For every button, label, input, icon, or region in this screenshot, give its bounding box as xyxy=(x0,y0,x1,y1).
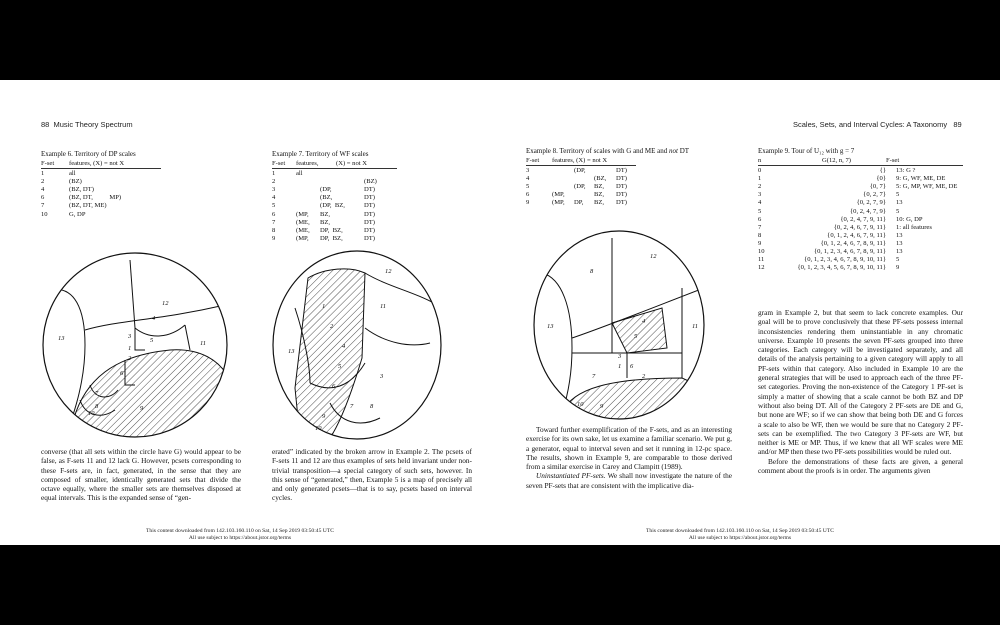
table-cell: 12 xyxy=(758,264,765,272)
table-row xyxy=(272,235,397,243)
table-cell: G, DP xyxy=(69,210,86,218)
table-cell: {0, 1, 2, 3, 4, 6, 7, 8, 9, 11} xyxy=(813,248,886,256)
table-cell: {0, 2, 7} xyxy=(863,191,886,199)
region-label: 13 xyxy=(547,323,554,330)
hatched-region xyxy=(295,269,365,438)
table-cell: 2 xyxy=(758,183,762,191)
region-label: 3 xyxy=(380,373,384,380)
region-label: 4 xyxy=(152,315,156,322)
caption-text: Example 8. Territory of scales with G and ME and xyxy=(526,147,670,155)
table-row xyxy=(41,186,161,194)
table-cell: DT) xyxy=(616,183,627,191)
table-cell: 2 xyxy=(272,178,276,186)
table-cell: {} xyxy=(879,167,886,175)
example-7-diagram xyxy=(270,248,445,443)
region-label: 6 xyxy=(120,370,124,377)
table-row xyxy=(272,211,397,219)
table-cell: 8 xyxy=(272,226,276,234)
region-label: 8 xyxy=(95,403,99,410)
example-7-caption: Example 7. Territory of WF scales xyxy=(272,150,369,158)
region-label: 13 xyxy=(58,335,65,342)
table-cell: DT) xyxy=(616,175,627,183)
col-header: G(12, n, 7) xyxy=(822,157,851,164)
region-label: 11 xyxy=(200,340,207,347)
table-cell: 6 xyxy=(272,210,276,218)
table-row xyxy=(758,183,963,191)
table-cell: {0, 1, 2, 4, 6, 7, 8, 9, 11} xyxy=(820,239,886,247)
table-row xyxy=(758,216,963,224)
table-cell: 5 xyxy=(272,202,276,210)
table-cell: 5 xyxy=(896,256,900,264)
table-cell: 13: G ? xyxy=(896,167,916,175)
example-7-table xyxy=(272,160,397,243)
example-9-table xyxy=(758,157,963,272)
table-cell: {0, 1, 2, 3, 4, 5, 6, 7, 8, 9, 10, 11} xyxy=(797,264,886,272)
table-cell: all xyxy=(296,170,303,178)
jstor-terms-note: All use subject to https://about.jstor.org/terms xyxy=(188,535,292,541)
region-label: 9 xyxy=(140,405,144,412)
table-row xyxy=(758,224,963,232)
table-cell: BZ, xyxy=(594,199,605,207)
region-label: 5 xyxy=(338,363,342,370)
region-label: 13 xyxy=(288,348,295,355)
region-label: 7 xyxy=(592,373,596,380)
table-cell: DT) xyxy=(364,218,375,226)
table-cell: 13 xyxy=(896,199,903,207)
table-row xyxy=(758,199,963,207)
col-header: features, (X) = not X xyxy=(552,157,608,164)
table-row xyxy=(272,219,397,227)
section-heading: Uninstantiated PF-sets. xyxy=(536,471,606,481)
right-running-title: Scales, Sets, and Interval Cycles: A Taxonomy xyxy=(793,120,948,129)
col-header: F-set xyxy=(526,157,540,164)
table-cell: (DP, xyxy=(574,167,586,175)
table-cell: 3 xyxy=(758,191,762,199)
region-label: 3 xyxy=(618,353,622,360)
table-row xyxy=(41,170,161,178)
table-row xyxy=(526,183,636,191)
col-header: F-set xyxy=(41,160,55,167)
table-cell: (ME, xyxy=(296,226,310,234)
table-cell: {0, 2, 4, 7, 9, 11} xyxy=(840,215,886,223)
paragraph: Before the demonstrations of these facts are given, a general comment about the proofs is in order. The arguments given xyxy=(758,456,963,476)
table-cell: DP, BZ, xyxy=(320,226,343,234)
region-label: 2 xyxy=(642,373,646,380)
region-label: 7 xyxy=(350,403,354,410)
right-page-number: 89 xyxy=(953,120,962,129)
paragraph xyxy=(526,471,732,490)
table-cell: {0, 2, 7, 9} xyxy=(856,199,886,207)
table-row xyxy=(758,248,963,256)
region-label: 10 xyxy=(577,401,584,408)
table-cell: 7 xyxy=(758,223,762,231)
table-cell: (MP, xyxy=(296,234,309,242)
table-cell: DT) xyxy=(616,191,627,199)
table-header xyxy=(526,157,636,166)
region-label: 12 xyxy=(385,268,392,275)
table-cell: DT) xyxy=(364,210,375,218)
table-cell: 3 xyxy=(272,186,276,194)
table-cell: 13 xyxy=(896,231,903,239)
left-text-column-2: erated” indicated by the broken arrow in Example 2. The pcsets of F-sets 11 and 12 are thus examples of sets held invariant under non-trivial transposition—a special category of such sets, however. In this sense of “generated,” then, Example 5 is a map of precisely all and only generated pcsets—that is to say, pcsets based on interval cycles. xyxy=(272,447,472,503)
table-cell: {0, 2, 4, 6, 7, 9, 11} xyxy=(833,223,886,231)
table-row xyxy=(41,194,161,202)
table-cell: 2 xyxy=(41,178,45,186)
table-cell: BZ, xyxy=(320,210,331,218)
table-row xyxy=(526,191,636,199)
table-cell: all xyxy=(69,170,76,178)
region-label: 5 xyxy=(150,337,154,344)
col-header: F-set xyxy=(272,160,286,167)
right-footer xyxy=(610,528,870,542)
region-label: 1 xyxy=(128,345,132,352)
example-8-caption xyxy=(526,147,689,155)
region-label: 2 xyxy=(330,323,334,330)
table-cell: (MP, xyxy=(552,199,565,207)
region-label: 9 xyxy=(600,403,604,410)
region-label: 5 xyxy=(634,333,638,340)
table-cell: (BZ) xyxy=(69,178,82,186)
table-row xyxy=(758,264,963,272)
right-text-column-2 xyxy=(758,308,963,475)
table-cell: (BZ, DT, ME) xyxy=(69,202,107,210)
table-cell: 8 xyxy=(758,231,762,239)
table-cell: 4 xyxy=(758,199,762,207)
left-page-number: 88 xyxy=(41,120,50,129)
table-cell: BZ, xyxy=(320,218,331,226)
table-cell: DT) xyxy=(364,234,375,242)
table-cell: 7 xyxy=(41,202,45,210)
table-cell: 5 xyxy=(896,191,900,199)
table-cell: DT) xyxy=(364,202,375,210)
table-cell: (BZ, DT) xyxy=(69,186,94,194)
region-boundary xyxy=(135,325,185,336)
table-cell: DT) xyxy=(616,199,627,207)
table-row xyxy=(758,191,963,199)
table-cell: 9 xyxy=(526,199,530,207)
table-row xyxy=(758,256,963,264)
left-running-title: Music Theory Spectrum xyxy=(53,120,133,129)
col-header: n xyxy=(758,157,762,164)
table-cell: (BZ) xyxy=(364,178,377,186)
table-cell: BZ, xyxy=(594,191,605,199)
col-header: (X) = not X xyxy=(336,160,368,167)
table-cell: 4 xyxy=(526,175,530,183)
table-cell: BZ, xyxy=(594,183,605,191)
table-cell: 10 xyxy=(758,248,765,256)
table-row xyxy=(526,167,636,175)
table-header xyxy=(272,160,397,169)
region-label: 6 xyxy=(630,363,634,370)
example-9-caption: Example 9. Tour of U₁₂ with g = 7 xyxy=(758,147,855,155)
table-cell: 10: G, DP xyxy=(896,215,923,223)
table-cell: 5: G, MP, WF, ME, DE xyxy=(896,183,958,191)
table-row xyxy=(526,175,636,183)
table-cell: (BZ, xyxy=(320,194,333,202)
region-label: 4 xyxy=(642,318,646,325)
table-row xyxy=(272,178,397,186)
table-cell: 6 xyxy=(526,191,530,199)
paragraph: gram in Example 2, but that seem to lack concrete examples. Our goal will be to prove conclusively that these PF-sets possess internal inconsistencies rendering them uninstantiable in any chromatic universe. Example 10 presents the seven PF-sets grouped into three categories. Each category will be investigated separately, and all details of the analysis pertaining to a given category will apply to all PF-sets within that category. Also included in Example 10 are the general strategies that will be used to approach each of the three PF-set categories. Proving the non-existence of the Category 1 PF-set is simply a matter of showing that a scale cannot be both BZ and DP without also being DT. All of the Category 2 PF-sets are DE and G, but none are WF; so if we can show that being both DE and G forces a scale to also be WF, then we would be sure that no Category 2 PF-sets can be exemplified. The two Category 3 PF-sets are WF, but neither is ME or MP. Thus, if we knew that all WF scales were ME and/or MP then these two PF-sets possibilities would be ruled out. xyxy=(758,308,963,457)
table-row xyxy=(272,202,397,210)
table-header xyxy=(41,160,161,169)
left-footer xyxy=(110,528,370,542)
table-cell: (ME, xyxy=(296,218,310,226)
table-cell: (MP, xyxy=(296,210,309,218)
region-label: 7 xyxy=(95,390,99,397)
table-cell: 5 xyxy=(526,183,530,191)
example-8-table xyxy=(526,157,636,208)
table-cell: 1 xyxy=(758,175,762,183)
table-cell: (BZ, xyxy=(594,175,607,183)
table-row xyxy=(758,240,963,248)
region-label: 10 xyxy=(88,410,95,417)
hatched-region xyxy=(70,350,230,440)
table-cell: {0, 2, 4, 7, 9} xyxy=(849,207,886,215)
table-row xyxy=(758,232,963,240)
table-cell: {0} xyxy=(876,175,886,183)
region-label: 2 xyxy=(128,355,132,362)
caption-italic: not xyxy=(669,147,678,155)
left-page xyxy=(0,80,500,545)
table-cell: 7 xyxy=(272,218,276,226)
table-cell: 3 xyxy=(526,167,530,175)
table-cell: DT) xyxy=(364,194,375,202)
table-cell: (DP, xyxy=(320,186,332,194)
col-header: F-set xyxy=(886,157,900,164)
table-cell: 13 xyxy=(896,248,903,256)
table-cell: 13 xyxy=(896,239,903,247)
table-row xyxy=(41,202,161,210)
paragraph: Toward further exemplification of the F-sets, and as an interesting exercise for its own sake, let us examine a familiar scenario. We put g, a generator, equal to interval seven and set it running in 12-pc space. The results, shown in Example 9, are comparable to those derived from a similar exercise in Carey and Clampitt (1989). xyxy=(526,425,732,472)
table-cell: {0, 7} xyxy=(869,183,886,191)
table-cell: DP, xyxy=(574,199,584,207)
table-cell: DT) xyxy=(364,186,375,194)
example-6-table xyxy=(41,160,161,219)
region-label: 11 xyxy=(380,303,387,310)
table-row xyxy=(272,194,397,202)
region-label: 12 xyxy=(650,253,657,260)
table-cell: 11 xyxy=(758,256,765,264)
example-6-caption: Example 6. Territory of DP scales xyxy=(41,150,136,158)
table-row xyxy=(758,167,963,175)
table-row xyxy=(272,186,397,194)
table-row xyxy=(41,178,161,186)
table-cell: (MP, xyxy=(552,191,565,199)
region-label: 3 xyxy=(128,333,132,340)
table-cell: DT) xyxy=(616,167,627,175)
paragraph-text: We shall now investigate the nature of the seven PF-sets that are consistent with the implicative dia- xyxy=(526,471,732,490)
table-row xyxy=(758,175,963,183)
region-label: 1 xyxy=(618,363,622,370)
right-page xyxy=(500,80,1000,545)
table-cell: 9 xyxy=(272,234,276,242)
region-label: 6 xyxy=(332,383,336,390)
table-cell: 1 xyxy=(272,170,276,178)
region-label: 4 xyxy=(342,343,346,350)
caption-text: DT xyxy=(678,147,690,155)
left-text-column-1: converse (that all sets within the circle have G) would appear to be false, as F-sets 11 and 12 lack G. However, pcsets corresponding to these F-sets are, in fact, generated, in the sense that they are composed of smaller, identically generated sets that divide the octave equally, where the smaller sets are themselves disposed at equal intervals. This is the expanded sense of “gen- xyxy=(41,447,241,503)
table-row xyxy=(526,199,636,207)
table-cell: 5 xyxy=(896,207,900,215)
table-cell: 1 xyxy=(41,170,45,178)
jstor-terms-note: All use subject to https://about.jstor.org/terms xyxy=(688,535,792,541)
region-label: 9 xyxy=(322,413,326,420)
table-cell: 6 xyxy=(41,194,45,202)
table-header xyxy=(758,157,963,166)
table-cell: DT) xyxy=(364,226,375,234)
table-row xyxy=(272,227,397,235)
region-label: 12 xyxy=(162,300,169,307)
col-header: features, xyxy=(296,160,319,167)
table-row xyxy=(758,208,963,216)
region-boundary xyxy=(130,260,135,328)
region-label: 11 xyxy=(692,323,699,330)
table-cell: 4 xyxy=(272,194,276,202)
region-boundary xyxy=(365,273,442,308)
table-cell: 9 xyxy=(758,239,762,247)
region-boundary xyxy=(542,273,572,413)
table-cell: 4 xyxy=(41,186,45,194)
region-boundary xyxy=(185,325,190,350)
right-running-head xyxy=(793,120,962,129)
example-6-diagram xyxy=(40,250,230,440)
table-cell: 6 xyxy=(758,215,762,223)
table-cell: 1: all features xyxy=(896,223,932,231)
region-label: 1 xyxy=(322,303,326,310)
region-label: 8 xyxy=(590,268,594,275)
region-label: 10 xyxy=(315,425,322,432)
table-cell: (DP, xyxy=(574,183,586,191)
example-8-diagram xyxy=(532,228,707,423)
jstor-download-note: This content downloaded from 142.103.160.110 on Sat, 14 Sep 2019 03:50:45 UTC xyxy=(146,528,334,534)
table-row xyxy=(272,170,397,178)
table-cell: {0, 1, 2, 4, 6, 7, 9, 11} xyxy=(827,231,886,239)
table-cell: 9 xyxy=(896,264,900,272)
right-text-column-1 xyxy=(526,425,732,490)
jstor-download-note: This content downloaded from 142.103.160.110 on Sat, 14 Sep 2019 03:50:45 UTC xyxy=(646,528,834,534)
scanned-spread xyxy=(0,80,1000,545)
table-cell: 5 xyxy=(758,207,762,215)
table-row xyxy=(41,211,161,219)
table-cell: 0 xyxy=(758,167,762,175)
table-cell: 9: G, WF, ME, DE xyxy=(896,175,946,183)
table-cell: 10 xyxy=(41,210,48,218)
region-boundary xyxy=(365,328,430,345)
left-running-head xyxy=(41,120,133,129)
table-cell: {0, 1, 2, 3, 4, 6, 7, 8, 9, 10, 11} xyxy=(804,256,886,264)
table-cell: DP, BZ, xyxy=(320,234,343,242)
hatched-region xyxy=(612,308,667,353)
col-header: features, (X) = not X xyxy=(69,160,125,167)
table-cell: (DP, BZ, xyxy=(320,202,345,210)
region-label: 8 xyxy=(370,403,374,410)
table-cell: (BZ, DT, MP) xyxy=(69,194,122,202)
